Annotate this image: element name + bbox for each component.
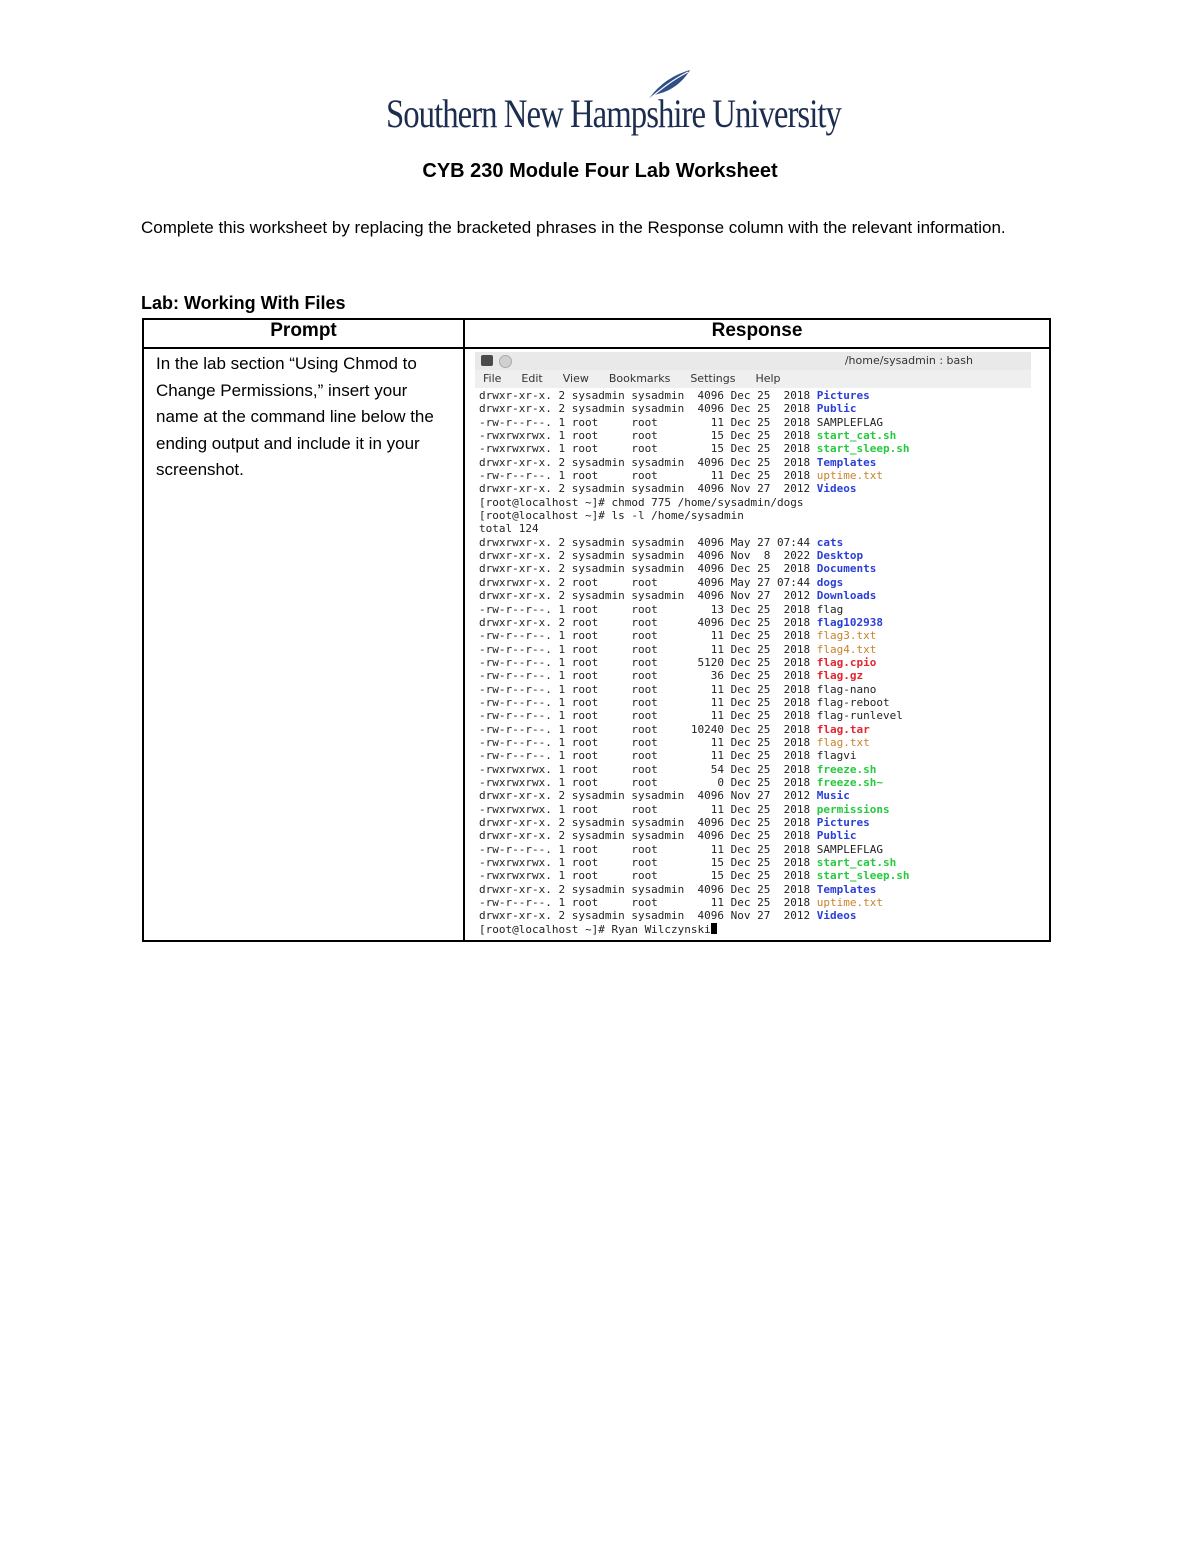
terminal-line: [479, 562, 1031, 575]
terminal-line: [479, 736, 1031, 749]
terminal-app-icon: [481, 355, 493, 366]
terminal-line: [479, 629, 1031, 642]
terminal-filename: flag-runlevel: [816, 709, 903, 723]
terminal-filename: Public: [816, 402, 857, 416]
terminal-line: [479, 763, 1031, 776]
terminal-line: [479, 843, 1031, 856]
terminal-line: [479, 669, 1031, 682]
terminal-line-text: drwxr-xr-x. 2 sysadmin sysadmin 4096 Dec 25 2018: [479, 389, 817, 402]
terminal-filename: permissions: [816, 802, 890, 816]
terminal-filename: dogs: [816, 575, 844, 589]
terminal-line: [479, 509, 1031, 522]
window-close-icon[interactable]: [499, 355, 512, 368]
terminal-filename: flag3.txt: [816, 629, 877, 643]
terminal-line: [479, 696, 1031, 709]
terminal-line-text: drwxr-xr-x. 2 sysadmin sysadmin 4096 Dec 25 2018: [479, 882, 817, 896]
terminal-line: [479, 829, 1031, 842]
terminal-filename: flag: [816, 602, 844, 616]
terminal-filename: Pictures: [816, 816, 870, 829]
terminal-line-text: drwxrwxr-x. 2 root root 4096 May 27 07:44: [479, 575, 817, 589]
terminal-line: [479, 536, 1031, 549]
terminal-filename: flag-nano: [816, 682, 877, 696]
terminal-line: [479, 402, 1031, 415]
intro-paragraph: Complete this worksheet by replacing the bracketed phrases in the Response column with the relevant information.: [141, 218, 1006, 237]
terminal-filename: freeze.sh: [816, 762, 877, 776]
terminal-line: [479, 616, 1031, 629]
terminal-line: [479, 429, 1031, 442]
terminal-line-text: -rw-r--r--. 1 root root 11 Dec 25 2018: [479, 842, 817, 856]
response-column-header: Response: [464, 319, 1050, 348]
terminal-line-text: drwxr-xr-x. 2 sysadmin sysadmin 4096 Dec 25 2018: [479, 829, 817, 843]
terminal-line-text: [root@localhost ~]# ls -l /home/sysadmin: [479, 509, 744, 523]
terminal-line: [479, 776, 1031, 789]
terminal-filename: Documents: [816, 562, 877, 576]
terminal-filename: flag-reboot: [816, 695, 890, 709]
terminal-filename: Videos: [816, 482, 857, 496]
menu-view[interactable]: View: [562, 372, 589, 386]
terminal-filename: SAMPLEFLAG: [816, 842, 883, 856]
terminal-line-text: total 124: [479, 522, 539, 536]
terminal-filename: flag.cpio: [816, 655, 877, 669]
terminal-filename: Templates: [816, 882, 877, 896]
terminal-line: [479, 709, 1031, 722]
terminal-line: [479, 442, 1031, 455]
terminal-title: /home/sysadmin : bash: [844, 354, 973, 367]
terminal-filename: Videos: [816, 909, 857, 923]
terminal-filename: flag102938: [816, 615, 883, 629]
terminal-line: [479, 389, 1031, 402]
menu-edit[interactable]: Edit: [521, 372, 543, 386]
terminal-line-text: -rw-r--r--. 1 root root 11 Dec 25 2018: [479, 896, 817, 910]
terminal-line-text: drwxr-xr-x. 2 sysadmin sysadmin 4096 Nov 27 2012: [479, 789, 817, 803]
terminal-line-text: -rw-r--r--. 1 root root 11 Dec 25 2018: [479, 642, 817, 656]
prompt-cell: [143, 348, 464, 941]
terminal-filename: Desktop: [816, 549, 864, 563]
logo-wordmark: Southern New Hampshire University: [386, 91, 841, 136]
terminal-filename: uptime.txt: [816, 469, 883, 483]
prompt-column-header: Prompt: [143, 319, 464, 348]
terminal-line-text: drwxr-xr-x. 2 root root 4096 Dec 25 2018: [479, 615, 817, 629]
terminal-line: [479, 923, 1031, 936]
terminal-filename: flag.tar: [816, 722, 870, 736]
terminal-line: [479, 789, 1031, 802]
prompt-text: In the lab section “Using Chmod to Change Permissions,” insert your name at the command line below the ending output and include it in your screenshot.: [156, 354, 434, 479]
terminal-line: [479, 469, 1031, 482]
terminal-line-text: drwxr-xr-x. 2 sysadmin sysadmin 4096 Dec 25 2018: [479, 455, 817, 469]
terminal-filename: start_cat.sh: [816, 429, 897, 443]
terminal-line-text: -rw-r--r--. 1 root root 5120 Dec 25 2018: [479, 655, 817, 669]
terminal-line-text: drwxrwxr-x. 2 sysadmin sysadmin 4096 May 27 07:44: [479, 535, 817, 549]
terminal-titlebar: [475, 352, 1031, 370]
terminal-line-text: -rwxrwxrwx. 1 root root 54 Dec 25 2018: [479, 762, 817, 776]
terminal-line: [479, 909, 1031, 922]
university-logo: [386, 68, 841, 140]
terminal-line-text: drwxr-xr-x. 2 sysadmin sysadmin 4096 Nov 27 2012: [479, 482, 817, 496]
terminal-filename: flag.txt: [816, 735, 870, 749]
terminal-line: [479, 816, 1031, 829]
terminal-filename: cats: [816, 535, 844, 549]
menu-bookmarks[interactable]: Bookmarks: [608, 372, 671, 386]
terminal-line: [479, 576, 1031, 589]
terminal-line-text: -rw-r--r--. 1 root root 11 Dec 25 2018: [479, 469, 817, 483]
terminal-screenshot: [475, 352, 1031, 938]
terminal-line-text: [root@localhost ~]# chmod 775 /home/sysadmin/dogs: [479, 495, 804, 509]
terminal-filename: flag4.txt: [816, 642, 877, 656]
lab-table: [142, 318, 1051, 942]
terminal-line-text: -rw-r--r--. 1 root root 11 Dec 25 2018: [479, 682, 817, 696]
terminal-line-text: -rw-r--r--. 1 root root 10240 Dec 25 2018: [479, 722, 817, 736]
terminal-filename: start_sleep.sh: [816, 442, 910, 456]
terminal-line-text: drwxr-xr-x. 2 sysadmin sysadmin 4096 Nov 27 2012: [479, 589, 817, 603]
terminal-line: [479, 883, 1031, 896]
terminal-line: [479, 643, 1031, 656]
terminal-line: [479, 603, 1031, 616]
terminal-line-text: drwxr-xr-x. 2 sysadmin sysadmin 4096 Nov 27 2012: [479, 909, 817, 923]
terminal-line: [479, 683, 1031, 696]
terminal-line-text: -rw-r--r--. 1 root root 11 Dec 25 2018: [479, 709, 817, 723]
table-header-row: [143, 319, 1050, 348]
terminal-line: [479, 456, 1031, 469]
terminal-line-text: -rw-r--r--. 1 root root 11 Dec 25 2018: [479, 695, 817, 709]
terminal-menubar: [475, 370, 1031, 388]
terminal-filename: start_sleep.sh: [816, 869, 910, 883]
menu-settings[interactable]: Settings: [690, 372, 736, 386]
terminal-filename: Templates: [816, 455, 877, 469]
terminal-filename: Downloads: [816, 589, 877, 603]
terminal-line: [479, 589, 1031, 602]
terminal-line: [479, 522, 1031, 535]
terminal-line-text: -rw-r--r--. 1 root root 13 Dec 25 2018: [479, 602, 817, 616]
terminal-line-text: -rw-r--r--. 1 root root 11 Dec 25 2018: [479, 749, 817, 763]
terminal-filename: uptime.txt: [816, 896, 883, 910]
terminal-line-text: drwxr-xr-x. 2 sysadmin sysadmin 4096 Dec 25 2018: [479, 562, 817, 576]
leaf-icon: [644, 68, 694, 102]
terminal-line-text: drwxr-xr-x. 2 sysadmin sysadmin 4096 Nov 8 2022: [479, 549, 817, 563]
terminal-line: [479, 896, 1031, 909]
terminal-line: [479, 496, 1031, 509]
terminal-line-text: -rwxrwxrwx. 1 root root 11 Dec 25 2018: [479, 802, 817, 816]
menu-help[interactable]: Help: [755, 372, 781, 386]
terminal-line-text: -rwxrwxrwx. 1 root root 15 Dec 25 2018: [479, 429, 817, 443]
terminal-line-text: drwxr-xr-x. 2 sysadmin sysadmin 4096 Dec 25 2018: [479, 402, 817, 416]
menu-file[interactable]: File: [483, 372, 502, 386]
terminal-filename: SAMPLEFLAG: [816, 415, 883, 429]
terminal-line-text: drwxr-xr-x. 2 sysadmin sysadmin 4096 Dec 25 2018: [479, 816, 817, 829]
terminal-line: [479, 869, 1031, 882]
section-heading: Lab: Working With Files: [141, 293, 346, 313]
response-cell: [464, 348, 1050, 941]
terminal-line: [479, 416, 1031, 429]
document-title: CYB 230 Module Four Lab Worksheet: [422, 160, 778, 182]
terminal-filename: freeze.sh~: [816, 775, 883, 789]
terminal-filename: Music: [816, 789, 850, 803]
terminal-line: [479, 856, 1031, 869]
terminal-line: [479, 749, 1031, 762]
terminal-line-text: [root@localhost ~]# Ryan Wilczynski: [479, 922, 711, 936]
terminal-filename: Public: [816, 829, 857, 843]
terminal-line-text: -rw-r--r--. 1 root root 11 Dec 25 2018: [479, 735, 817, 749]
terminal-line: [479, 723, 1031, 736]
terminal-line-text: -rwxrwxrwx. 1 root root 15 Dec 25 2018: [479, 856, 817, 870]
terminal-cursor: [711, 923, 717, 934]
terminal-filename: flagvi: [816, 749, 857, 763]
terminal-filename: Pictures: [816, 389, 870, 402]
terminal-filename: flag.gz: [816, 669, 864, 683]
terminal-line-text: -rwxrwxrwx. 1 root root 15 Dec 25 2018: [479, 442, 817, 456]
terminal-line-text: -rw-r--r--. 1 root root 11 Dec 25 2018: [479, 629, 817, 643]
terminal-line: [479, 549, 1031, 562]
terminal-filename: start_cat.sh: [816, 856, 897, 870]
terminal-line: [479, 482, 1031, 495]
terminal-line-text: -rw-r--r--. 1 root root 36 Dec 25 2018: [479, 669, 817, 683]
terminal-output: [475, 388, 1031, 938]
terminal-line: [479, 656, 1031, 669]
terminal-line-text: -rwxrwxrwx. 1 root root 15 Dec 25 2018: [479, 869, 817, 883]
terminal-line-text: -rw-r--r--. 1 root root 11 Dec 25 2018: [479, 415, 817, 429]
terminal-line-text: -rwxrwxrwx. 1 root root 0 Dec 25 2018: [479, 775, 817, 789]
table-row: [143, 348, 1050, 941]
terminal-line: [479, 803, 1031, 816]
